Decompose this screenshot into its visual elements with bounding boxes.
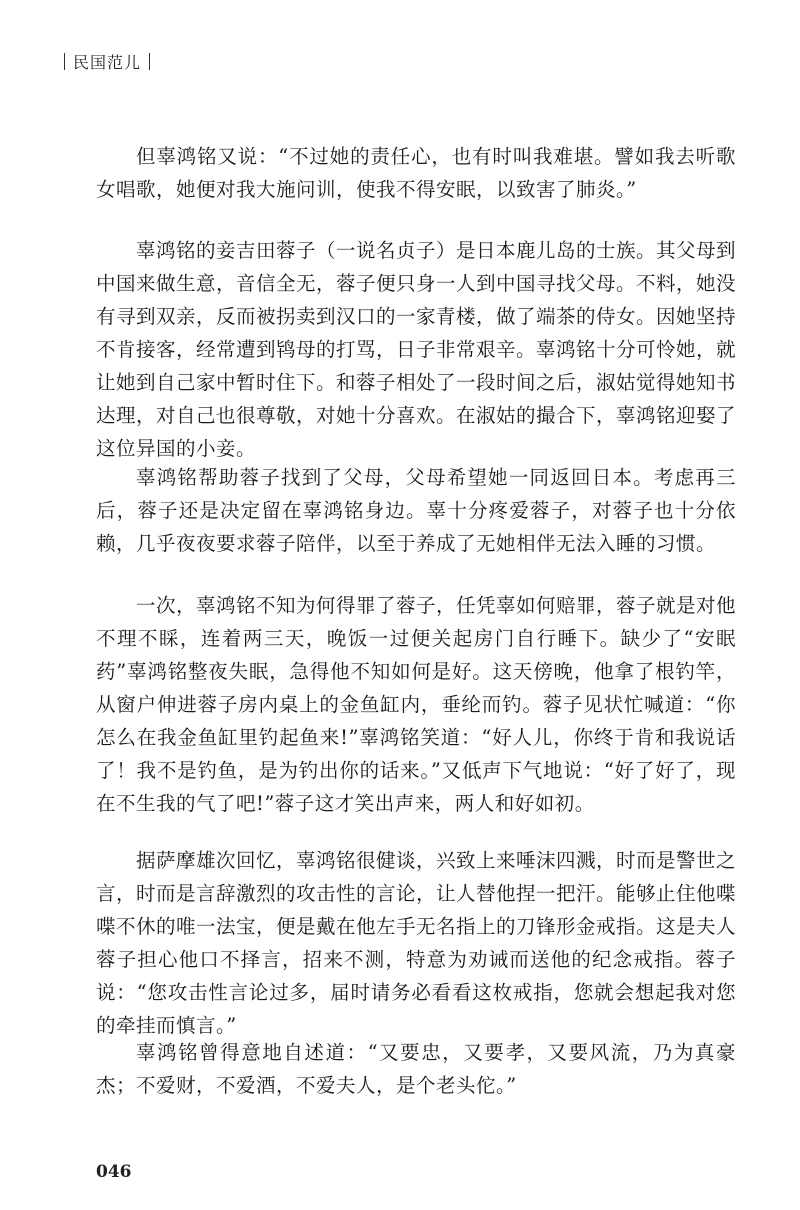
paragraph-1: 但辜鸿铭又说：“不过她的责任心，也有时叫我难堪。譬如我去听歌女唱歌，她便对我大施问训，使我不得安眠，以致害了肺炎。” [96, 145, 736, 201]
header-divider-left [64, 53, 65, 70]
paragraph-3: 辜鸿铭帮助蓉子找到了父母，父母希望她一同返回日本。考虑再三后，蓉子还是决定留在辜鸿铭身边。辜十分疼爱蓉子，对蓉子也十分依赖，几乎夜夜要求蓉子陪伴，以至于养成了无她相伴无法入睡的习惯。 [96, 466, 736, 555]
paragraph-2: 辜鸿铭的妾吉田蓉子（一说名贞子）是日本鹿儿岛的士族。其父母到中国来做生意，音信全无，蓉子便只身一人到中国寻找父母。不料，她没有寻到双亲，反而被拐卖到汉口的一家青楼，做了端茶的侍女。因她坚持不肯接客，经常遭到鸨母的打骂，日子非常艰辛。辜鸿铭十分可怜她，就让她到自己家中暂时住下。和蓉子相处了一段时间之后，淑姑觉得她知书达理，对自己也很尊敬，对她十分喜欢。在淑姑的撮合下，辜鸿铭迎娶了这位异国的小妾。 [96, 239, 737, 460]
book-title: 民国范儿 [73, 53, 142, 72]
paragraph-4: 一次，辜鸿铭不知为何得罪了蓉子，任凭辜如何赔罪，蓉子就是对他不理不睬，连着两三天，晚饭一过便关起房门自行睡下。缺少了“安眠药”辜鸿铭整夜失眠，急得他不知如何是好。这天傍晚，他拿了根钓竿，从窗户伸进蓉子房内桌上的金鱼缸内，垂纶而钓。蓉子见状忙喊道：“你怎么在我金鱼缸里钓起鱼来!”辜鸿铭笑道：“好人儿，你终于肯和我说话了！我不是钓鱼，是为钓出你的话来。”又低声下气地说：“好了好了，现在不生我的气了吧!”蓉子这才笑出声来，两人和好如初。 [96, 594, 737, 815]
paragraph-5: 据萨摩雄次回忆，辜鸿铭很健谈，兴致上来唾沫四溅，时而是警世之言，时而是言辞激烈的攻击性的言论，让人替他捏一把汗。能够止住他喋喋不休的唯一法宝，便是戴在他左手无名指上的刀锋形金戒指。这是夫人蓉子担心他口不择言，招来不测，特意为劝诫而送他的纪念戒指。蓉子说：“您攻击性言论过多，届时请务必看看这枚戒指，您就会想起我对您的牵挂而慎言。” [96, 849, 737, 1037]
running-header [56, 50, 158, 73]
header-divider-right [149, 53, 150, 70]
paragraph-6: 辜鸿铭曾得意地自述道：“又要忠，又要孝，又要风流，乃为真豪杰；不爱财，不爱酒，不爱夫人，是个老头佗。” [96, 1041, 736, 1097]
page-number: 046 [96, 1162, 132, 1182]
